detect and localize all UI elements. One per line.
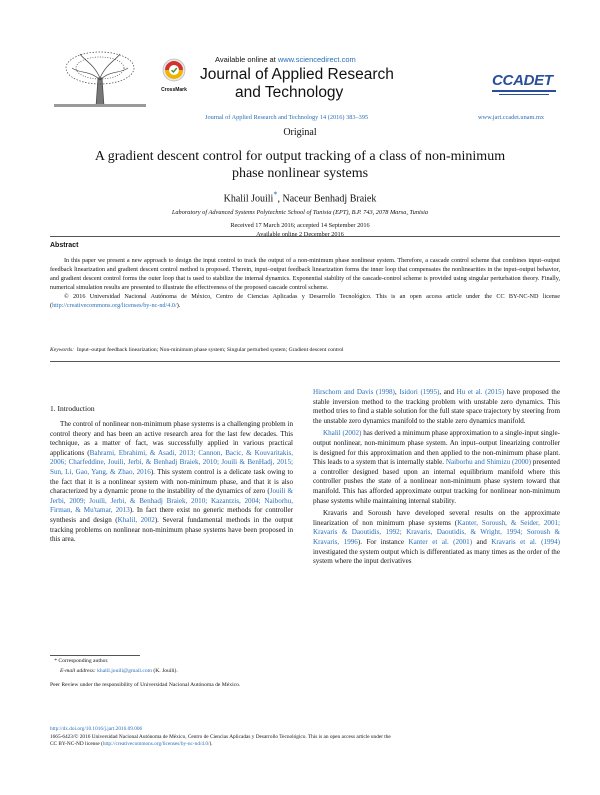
citation-link[interactable]: Kanter, Soroush, & Seider, 2001; Kravaris & Daoutidis, 1992; Kravaris, Daoutidis, & Wright, 1994; Soroush & Kravaris, 1996 [313,518,561,546]
footnote-divider [50,655,140,656]
citation-link[interactable]: Bahrami, Ebrahimi, & Asadi, 2013; Cannon, Bacic, & Kouvaritakis, 2006; Charfeddine, Jouili, Jerbi, & Benhadj Braiek, 2010; Jouili & BenHadj, 2015; Sun, Li, Gao, Yang, & Zhao, 2016 [50,448,293,476]
citation-link[interactable]: Kravaris et al. (1994) [491,537,560,546]
sciencedirect-link[interactable]: www.sciencedirect.com [277,55,356,64]
paper-title: A gradient descent control for output tracking of a class of non-minimum phase nonlinear systems [94,149,506,181]
journal-reference[interactable]: Journal of Applied Research and Technology 14 (2016) 383–395 [205,114,369,121]
article-dates: Received 17 March 2016; accepted 14 September 2016 Available online 2 December 2016 [230,222,370,238]
journal-title: Journal of Applied Research and Technology [200,66,394,101]
abstract-body: In this paper we present a new approach to design the input control to track the output of a non-minimum phase nonlinear system. Therefore, a cascade control scheme that combines input–output feedback linearization and gradient descent control method is proposed. Therein, input–output feedback linearization forms the inner loop that compensates the nonlinearities in the input–output behavior, and gradient descent control forms the outer loop that is used to stabilize the internal dynamics. Exponential stability of the cascade-control scheme is provided using singular perturbation theory. Finally, numerical simulation results are presented to illustrate the effectiveness of the proposed cascade control scheme. © 2016 Universidad Nacional Autónoma de México, Centro de Ciencias Aplicadas y Desarrollo Tecnológico. This is an open access article under the CC BY-NC-ND license (http://creativecommons.org/licenses/by-nc-nd/4.0/). [50,257,560,309]
doi-link[interactable]: http://dx.doi.org/10.1016/j.jart.2016.09.006 [50,726,143,732]
footnotes: * Corresponding author. E-mail address: khalil.jouili@gmail.com (K. Jouili). Peer Review under the responsibility of Universidad Nacional Autónoma de México. [50,658,241,688]
citation-link[interactable]: Kanter et al. (2001) [408,537,473,546]
available-online: Available online at www.sciencedirect.com [215,55,356,64]
journal-url[interactable]: www.jart.ccadet.unam.mx [478,114,545,121]
crossmark-icon [162,58,186,82]
citation-link[interactable]: Isidori (1995) [399,388,440,396]
bottom-info: http://dx.doi.org/10.1016/j.jart.2016.09.006 1665-6423/© 2016 Universidad Nacional Autónoma de México, Centro de Ciencias Aplicadas y Desarrollo Tecnológico. This is an open access article under the CC BY-NC-ND license (http://creativecommons.org/licenses/by-nc-nd/4.0/). [50,726,560,749]
body-column-left: The control of nonlinear non-minimum phase systems is a challenging problem in control theory and has been an active research area for the last few decades. This technique, as a matter of fact, was successfully applied in various practical applications (Bahrami, Ebrahimi, & Asadi, 2013; Cannon, Bacic, & Kouvaritakis, 2006; Charfeddine, Jouili, Jerbi, & Benhadj Braiek, 2010; Jouili & BenHadj, 2015; Sun, Li, Gao, Yang, & Zhao, 2016). This system control is a delicate task owing to the fact that it is a nonlinear system with non-minimum phase, and that it is also characterized by a dynamic prone to the instability of the dynamics of zero (Jouili & Jerbi, 2009; Jouili, Jerbi, & Benhadj Braiek, 2010; Kazantzis, 2004; Naiborhu, Firman, & Mu'tamar, 2013). In fact there exist no generic methods for controller synthesis and design (Khalil, 2002). Several fundamental methods in the output tracking problems on nonlinear non-minimum phase systems have been proposed in this area. [50,420,293,544]
author-2: Naceur Benhadj Braiek [282,193,377,205]
publisher-tree-logo [50,48,150,110]
citation-link[interactable]: Khalil (2002) [323,429,362,438]
abstract-heading: Abstract [50,242,79,249]
citation-link[interactable]: Hirschorn and Davis (1998) [313,388,395,396]
crossmark-badge[interactable] [153,58,195,93]
author-1: Khalil Jouili [223,193,274,205]
authors: Khalil Jouili*, Naceur Benhadj Braiek [223,190,377,205]
license-link[interactable]: http://creativecommons.org/licenses/by-nc-nd/4.0/ [52,302,177,309]
affiliation: Laboratory of Advanced Systems Polytechnic School of Tunisia (EPT), B.P. 743, 2078 Marsa, Tunisia [171,209,429,216]
body-column-right: Hirschorn and Davis (1998), Isidori (1995), and Hu et al. (2015) have proposed the stable inversion method to the tracking problem with unstable zero dynamics. This method tries to find a stable solution for the full state space trajectory by steering from the unstable zero dynamics manifold to the stable zero dynamics manifold. Khalil (2002) has derived a minimum phase approximation to a single-input single-output nonlinear, non-minimum phase system. An input–output linearizing controller is designed for this approximation and then applied to the non-minimum phase plant. This leads to a system that is internally stable. Naiborhu and Shimizu (2000) presented a controller designed based upon an internal equilibrium manifold where this controller pushes the state of a nonlinear non-minimum phase system toward that manifold. This has afforded approximate output tracking for nonlinear non-minimum phase systems while maintaining internal stability. Kravaris and Soroush have developed several results on the approximate linearization of non minimum phase systems (Kanter, Soroush, & Seider, 2001; Kravaris & Daoutidis, 1992; Kravaris, Daoutidis, & Wright, 1994; Soroush & Kravaris, 1996). For instance Kanter et al. (2001) and Kravaris et al. (1994) investigated the system output which is differentiated as many times as the order of the system where the input derivatives [313,388,561,566]
divider [50,236,560,237]
section-heading: 1. Introduction [50,404,95,413]
license-link[interactable]: http://creativecommons.org/licenses/by-nc-nd/4.0/ [102,741,210,748]
corresponding-author-mark[interactable]: * [273,190,278,199]
divider [50,361,560,362]
citation-link[interactable]: Khalil, 2002 [117,515,155,524]
email-link[interactable]: khalil.jouili@gmail.com [97,668,152,674]
crossmark-label: CrossMark [161,87,187,93]
citation-link[interactable]: Hu et al. (2015) [456,388,505,396]
citation-link[interactable]: Naiborhu and Shimizu (2000) [445,458,531,467]
keywords: Keywords: Input–output feedback linearization; Non-minimum phase system; Singular perturbed system; Gradient descent control [50,347,344,353]
ccadet-logo: CCADET [492,72,560,95]
article-type: Original [283,127,317,138]
citation-link[interactable]: Jouili & Jerbi, 2009; Jouili, Jerbi, & Benhadj Braiek, 2010; Kazantzis, 2004; Naiborhu, Firman, & Mu'tamar, 2013 [50,487,293,515]
